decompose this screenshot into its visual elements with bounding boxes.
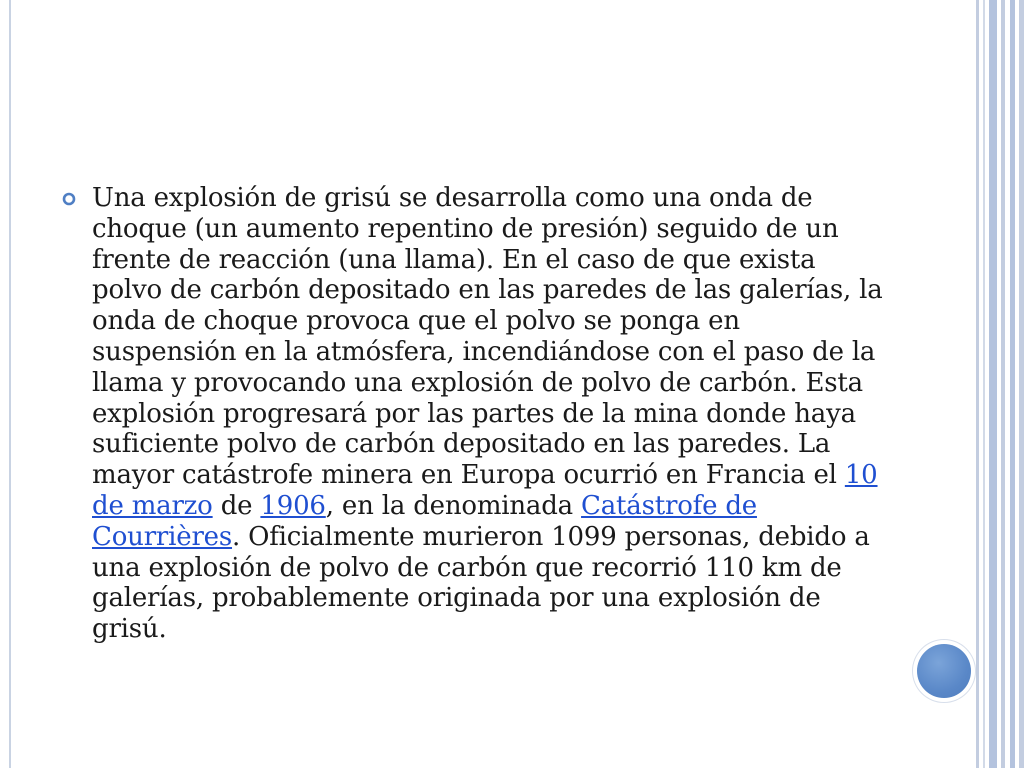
paragraph-text: Una explosión de grisú se desarrolla como una onda de choque (un aumento repentino de presión) seguido de un frente de reacción (una llama). En el caso de que exista polvo de carbón depositado en las paredes de las galerías, la onda de choque provoca que el polvo se ponga en suspensión en la atmósfera, incendiándose con el paso de la llama y provocando una explosión de polvo de carbón. Esta explosión progresará por las partes de la mina donde haya suficiente polvo de carbón depositado en las paredes. La mayor catástrofe minera en Europa ocurrió en Francia el <box>92 183 883 491</box>
paragraph <box>92 183 892 645</box>
link-10-de-marzo[interactable]: 10 de marzo <box>92 460 878 521</box>
right-stripe <box>1001 0 1005 768</box>
link-catastrofe-de-courrieres[interactable]: Catástrofe de Courrières <box>92 490 757 552</box>
paragraph-text: , en la denominada <box>325 490 582 521</box>
right-stripe <box>983 0 985 768</box>
paragraph-text: de <box>212 490 261 521</box>
paragraph-text: . Oficialmente murieron 1099 personas, debido a una explosión de polvo de carbón que recorrió 110 km de galerías, probablemente originada por una explosión de grisú. <box>92 521 870 645</box>
link-1906[interactable]: 1906 <box>260 490 326 521</box>
decorative-circle-fill <box>917 644 971 698</box>
ring-bullet-icon <box>62 192 76 206</box>
right-stripe <box>976 0 979 768</box>
left-border-line <box>9 0 11 768</box>
decorative-circle <box>913 640 975 702</box>
right-stripe <box>989 0 997 768</box>
slide-body <box>62 183 892 645</box>
bullet-item <box>62 183 892 645</box>
right-stripe <box>1019 0 1024 768</box>
right-stripe <box>1010 0 1015 768</box>
